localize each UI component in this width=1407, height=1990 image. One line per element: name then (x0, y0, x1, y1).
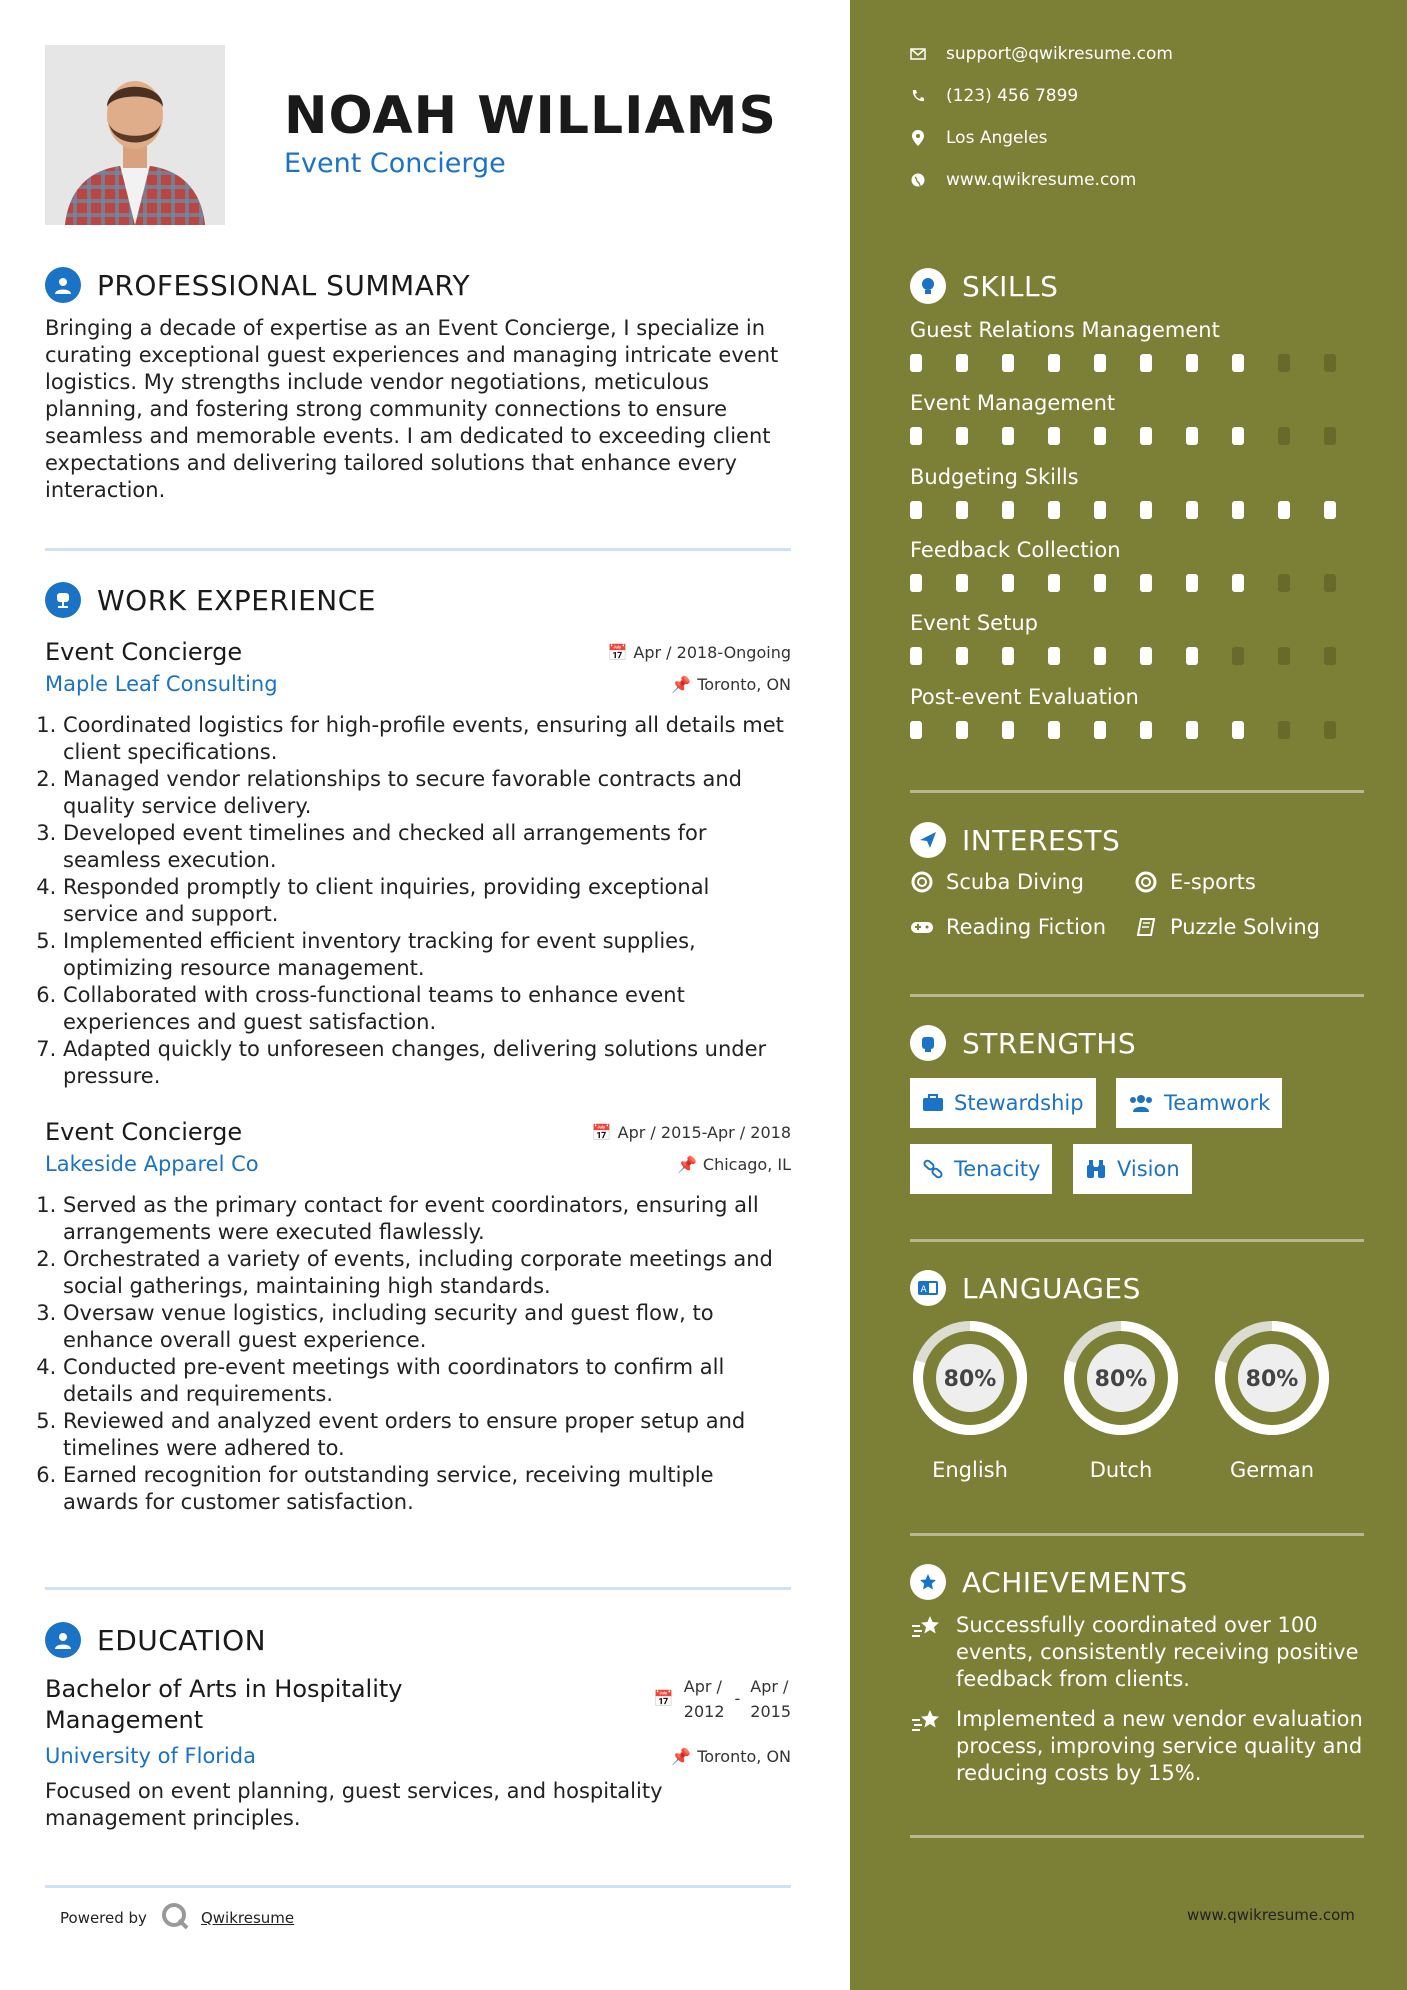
skill-dot (1048, 647, 1060, 665)
job-bullets (45, 712, 791, 1090)
interest-item (1134, 915, 1320, 939)
list-item: 1. Coordinated logistics for high-profile events, ensuring all details met client specifications. (63, 712, 791, 766)
skill-dot (910, 501, 922, 519)
link-icon (922, 1158, 944, 1180)
list-item: 3. Oversaw venue logistics, including security and guest flow, to enhance overall guest experience. (63, 1300, 791, 1354)
strength-label: Tenacity (954, 1157, 1041, 1181)
skills-header (910, 268, 1058, 304)
graduation-icon (45, 1622, 81, 1658)
skill-dot (1094, 721, 1106, 739)
skill-dot (1232, 501, 1244, 519)
skill-dot (1232, 721, 1244, 739)
globe-icon (910, 173, 926, 187)
achievement-item (910, 1612, 1370, 1693)
strength-badge (910, 1144, 1052, 1194)
skill-dot (1140, 427, 1152, 445)
footer-website[interactable]: www.qwikresume.com (1187, 1906, 1355, 1924)
interest-item (910, 915, 1106, 939)
skill-rating (910, 354, 1370, 372)
degree: Bachelor of Arts in Hospitality Management (45, 1675, 403, 1734)
skill-dot (1048, 574, 1060, 592)
skill-rating (910, 501, 1370, 519)
skill-dot (1278, 354, 1290, 372)
life-ring-icon (1134, 871, 1158, 893)
skill-rating (910, 427, 1370, 445)
skill-dot (1140, 647, 1152, 665)
location-text: Los Angeles (946, 128, 1048, 148)
skill-dot (956, 647, 968, 665)
start-year: 2012 (683, 1702, 725, 1721)
shooting-star-icon (910, 1706, 942, 1787)
achievements-header (910, 1564, 1188, 1600)
language-name: Dutch (1089, 1458, 1153, 1482)
skill-item (910, 611, 1370, 665)
contact-location (910, 128, 1048, 148)
education-title: EDUCATION (97, 1623, 267, 1657)
svg-text:A: A (920, 1285, 927, 1295)
skill-dot (1324, 354, 1336, 372)
strength-label: Stewardship (954, 1091, 1084, 1115)
interests-title: INTERESTS (962, 823, 1121, 857)
skill-item (910, 465, 1370, 519)
skill-dot (1186, 721, 1198, 739)
interest-label: Puzzle Solving (1170, 915, 1320, 939)
list-item: 5. Implemented efficient inventory tracking for event supplies, optimizing resource management. (63, 928, 791, 982)
language-name: German (1229, 1458, 1315, 1482)
contact-email (910, 44, 1173, 64)
job-location (671, 675, 791, 694)
summary-title: PROFESSIONAL SUMMARY (97, 268, 471, 302)
language-percent: 80% (943, 1367, 997, 1392)
briefcase-icon (45, 582, 81, 618)
job-entry (45, 1118, 791, 1516)
summary-section (45, 265, 791, 504)
phone-icon (910, 89, 926, 103)
job-dates (607, 643, 791, 662)
list-item: 2. Managed vendor relationships to secure favorable contracts and quality service delivery. (63, 766, 791, 820)
briefcase-icon (922, 1094, 944, 1112)
end-year: 2015 (750, 1702, 791, 1721)
job-entry (45, 638, 791, 1090)
job-location-text: Chicago, IL (702, 1154, 791, 1174)
skill-dot (1094, 354, 1106, 372)
job-company: Lakeside Apparel Co (45, 1152, 259, 1176)
list-item: 4. Conducted pre-event meetings with coordinators to confirm all details and requirements. (63, 1354, 791, 1408)
candidate-name: NOAH WILLIAMS (284, 86, 777, 146)
education-location (671, 1747, 791, 1766)
email-text: support@qwikresume.com (946, 44, 1173, 64)
job-title: Event Concierge (45, 1118, 243, 1146)
strength-badge (910, 1078, 1096, 1128)
skill-dot (1232, 574, 1244, 592)
skill-dot (1232, 427, 1244, 445)
list-item: 6. Collaborated with cross-functional teams to enhance event experiences and guest satisfaction. (63, 982, 791, 1036)
skill-dot (1140, 501, 1152, 519)
achievements-title: ACHIEVEMENTS (962, 1565, 1188, 1599)
language-icon (910, 1270, 946, 1306)
divider (45, 1885, 791, 1888)
skills-title: SKILLS (962, 269, 1059, 303)
list-item: 4. Responded promptly to client inquiries, providing exceptional service and support. (63, 874, 791, 928)
paper-plane-icon (910, 822, 946, 858)
skill-dot (1048, 501, 1060, 519)
list-item: 7. Adapted quickly to unforeseen changes, delivering solutions under pressure. (63, 1036, 791, 1090)
skill-dot (1324, 574, 1336, 592)
job-location (677, 1155, 791, 1174)
language-ring (910, 1318, 1030, 1438)
languages-header (910, 1270, 1141, 1306)
website-text: www.qwikresume.com (946, 170, 1137, 190)
strength-label: Vision (1117, 1157, 1180, 1181)
contact-website (910, 170, 1136, 190)
divider (910, 1835, 1364, 1838)
job-location-text: Toronto, ON (697, 674, 791, 694)
language-ring (1061, 1318, 1181, 1438)
language-item (1061, 1318, 1181, 1482)
skill-dot (1278, 501, 1290, 519)
calendar-icon: 📅 (591, 1122, 612, 1142)
job-company: Maple Leaf Consulting (45, 672, 278, 696)
divider (910, 790, 1364, 793)
pin-icon: 📌 (671, 1746, 692, 1766)
skill-dot (1002, 501, 1014, 519)
shooting-star-icon (910, 1612, 942, 1693)
school: University of Florida (45, 1744, 256, 1768)
strengths-header (910, 1025, 1136, 1061)
skill-dot (956, 574, 968, 592)
life-ring-icon (910, 871, 934, 893)
language-percent: 80% (1094, 1367, 1148, 1392)
skill-dot (910, 427, 922, 445)
book-icon (1134, 917, 1158, 937)
skill-dot (1278, 647, 1290, 665)
divider (910, 994, 1364, 997)
skill-name: Post-event Evaluation (910, 685, 1139, 709)
achievement-item (910, 1706, 1370, 1787)
skill-rating (910, 647, 1370, 665)
skill-dot (1048, 354, 1060, 372)
interest-label: Reading Fiction (946, 915, 1107, 939)
skill-dot (1094, 647, 1106, 665)
skill-dot (956, 721, 968, 739)
skill-dot (1002, 721, 1014, 739)
skill-rating (910, 574, 1370, 592)
skill-dot (1186, 574, 1198, 592)
strengths-title: STRENGTHS (962, 1026, 1137, 1060)
start-month: Apr / (683, 1677, 722, 1696)
fist-icon (910, 1025, 946, 1061)
interests-header (910, 822, 1120, 858)
skill-dot (1324, 427, 1336, 445)
job-dates-text: Apr / 2018-Ongoing (633, 642, 791, 662)
skill-dot (956, 501, 968, 519)
experience-title: WORK EXPERIENCE (97, 583, 376, 617)
achievement-text: Successfully coordinated over 100 events, consistently receiving positive feedback from clients. (956, 1613, 1359, 1691)
achievement-text: Implemented a new vendor evaluation process, improving service quality and reducing costs by 15%. (956, 1707, 1363, 1785)
phone-text: (123) 456 7899 (946, 86, 1079, 106)
experience-section (45, 580, 791, 1516)
education-start (684, 1674, 725, 1724)
users-icon (1128, 1094, 1154, 1112)
skill-dot (956, 427, 968, 445)
skill-dot (1232, 647, 1244, 665)
powered-by (60, 1902, 294, 1934)
skill-item (910, 685, 1370, 739)
job-title: Event Concierge (45, 638, 243, 666)
skill-dot (1002, 354, 1014, 372)
skill-name: Feedback Collection (910, 538, 1121, 562)
education-dates (654, 1674, 791, 1724)
gamepad-icon (910, 919, 934, 935)
calendar-icon: 📅 (653, 1689, 674, 1708)
skill-dot (1048, 721, 1060, 739)
education-section (45, 1620, 791, 1832)
skill-dot (1002, 427, 1014, 445)
skill-name: Budgeting Skills (910, 465, 1079, 489)
skill-dot (1186, 501, 1198, 519)
education-end (750, 1674, 791, 1724)
list-item: 3. Developed event timelines and checked all arrangements for seamless execution. (63, 820, 791, 874)
skill-dot (1324, 647, 1336, 665)
skill-rating (910, 721, 1370, 739)
divider (45, 548, 791, 551)
profile-photo (45, 45, 225, 225)
star-badge-icon (910, 1564, 946, 1600)
skill-dot (1278, 721, 1290, 739)
brand-link[interactable]: Qwikresume (200, 1909, 295, 1927)
skill-item (910, 391, 1370, 445)
skill-dot (1186, 647, 1198, 665)
powered-by-text: Powered by (60, 1909, 147, 1927)
job-bullets (45, 1192, 791, 1516)
skill-dot (1140, 721, 1152, 739)
skill-dot (1094, 574, 1106, 592)
skill-dot (1140, 574, 1152, 592)
skill-name: Event Setup (910, 611, 1038, 635)
skill-name: Guest Relations Management (910, 318, 1220, 342)
contact-phone (910, 86, 1078, 106)
interest-label: Scuba Diving (946, 870, 1084, 894)
interest-item (910, 870, 1084, 894)
pin-icon: 📌 (671, 674, 692, 694)
list-item: 1. Served as the primary contact for event coordinators, ensuring all arrangements were executed flawlessly. (63, 1192, 791, 1246)
divider (45, 1587, 791, 1590)
skill-dot (1094, 427, 1106, 445)
skill-dot (910, 647, 922, 665)
skill-dot (1278, 574, 1290, 592)
skill-dot (1002, 647, 1014, 665)
language-name: English (932, 1458, 1008, 1482)
calendar-icon: 📅 (607, 642, 628, 662)
job-dates (592, 1123, 791, 1142)
languages-title: LANGUAGES (962, 1271, 1141, 1305)
skill-dot (1324, 721, 1336, 739)
education-location-text: Toronto, ON (697, 1746, 791, 1766)
skill-dot (1186, 354, 1198, 372)
strength-badge (1116, 1078, 1282, 1128)
strength-badge (1073, 1144, 1192, 1194)
envelope-icon (910, 48, 926, 60)
skill-item (910, 318, 1370, 372)
language-item (1212, 1318, 1332, 1482)
skill-dot (1324, 501, 1336, 519)
list-item: 6. Earned recognition for outstanding service, receiving multiple awards for customer satisfaction. (63, 1462, 791, 1516)
list-item: 5. Reviewed and analyzed event orders to ensure proper setup and timelines were adhered to. (63, 1408, 791, 1462)
job-dates-text: Apr / 2015-Apr / 2018 (617, 1122, 791, 1142)
interest-label: E-sports (1170, 870, 1256, 894)
skill-name: Event Management (910, 391, 1116, 415)
language-item (910, 1318, 1030, 1482)
skill-dot (1002, 574, 1014, 592)
strength-label: Teamwork (1164, 1091, 1271, 1115)
skill-item (910, 538, 1370, 592)
language-ring (1212, 1318, 1332, 1438)
end-month: Apr / (750, 1677, 789, 1696)
date-separator: - (734, 1689, 741, 1708)
interest-item (1134, 870, 1256, 894)
qwikresume-logo-icon (161, 1902, 189, 1934)
skill-dot (1140, 354, 1152, 372)
skill-dot (1048, 427, 1060, 445)
divider (910, 1533, 1364, 1536)
pin-icon: 📌 (676, 1154, 697, 1174)
skill-dot (910, 354, 922, 372)
skill-dot (1186, 427, 1198, 445)
list-item: 2. Orchestrated a variety of events, including corporate meetings and social gatherings, maintaining high standards. (63, 1246, 791, 1300)
skill-dot (1232, 354, 1244, 372)
skill-dot (1094, 501, 1106, 519)
divider (910, 1239, 1364, 1242)
candidate-role: Event Concierge (284, 148, 506, 179)
summary-text: Bringing a decade of expertise as an Event Concierge, I specialize in curating exceptional guest experiences and managing intricate event logistics. My strengths include vendor negotiations, meticulous planning, and fostering strong community connections to ensure seamless and memorable events. I am dedicated to exceeding client expectations and delivering tailored solutions that enhance every interaction. (45, 316, 779, 502)
skill-dot (956, 354, 968, 372)
education-description: Focused on event planning, guest services, and hospitality management principles. (45, 1779, 663, 1830)
binoculars-icon (1085, 1159, 1107, 1179)
lightbulb-icon (910, 268, 946, 304)
language-percent: 80% (1245, 1367, 1299, 1392)
map-marker-icon (910, 130, 926, 146)
skill-dot (910, 574, 922, 592)
user-icon (45, 267, 81, 303)
skill-dot (910, 721, 922, 739)
skill-dot (1278, 427, 1290, 445)
